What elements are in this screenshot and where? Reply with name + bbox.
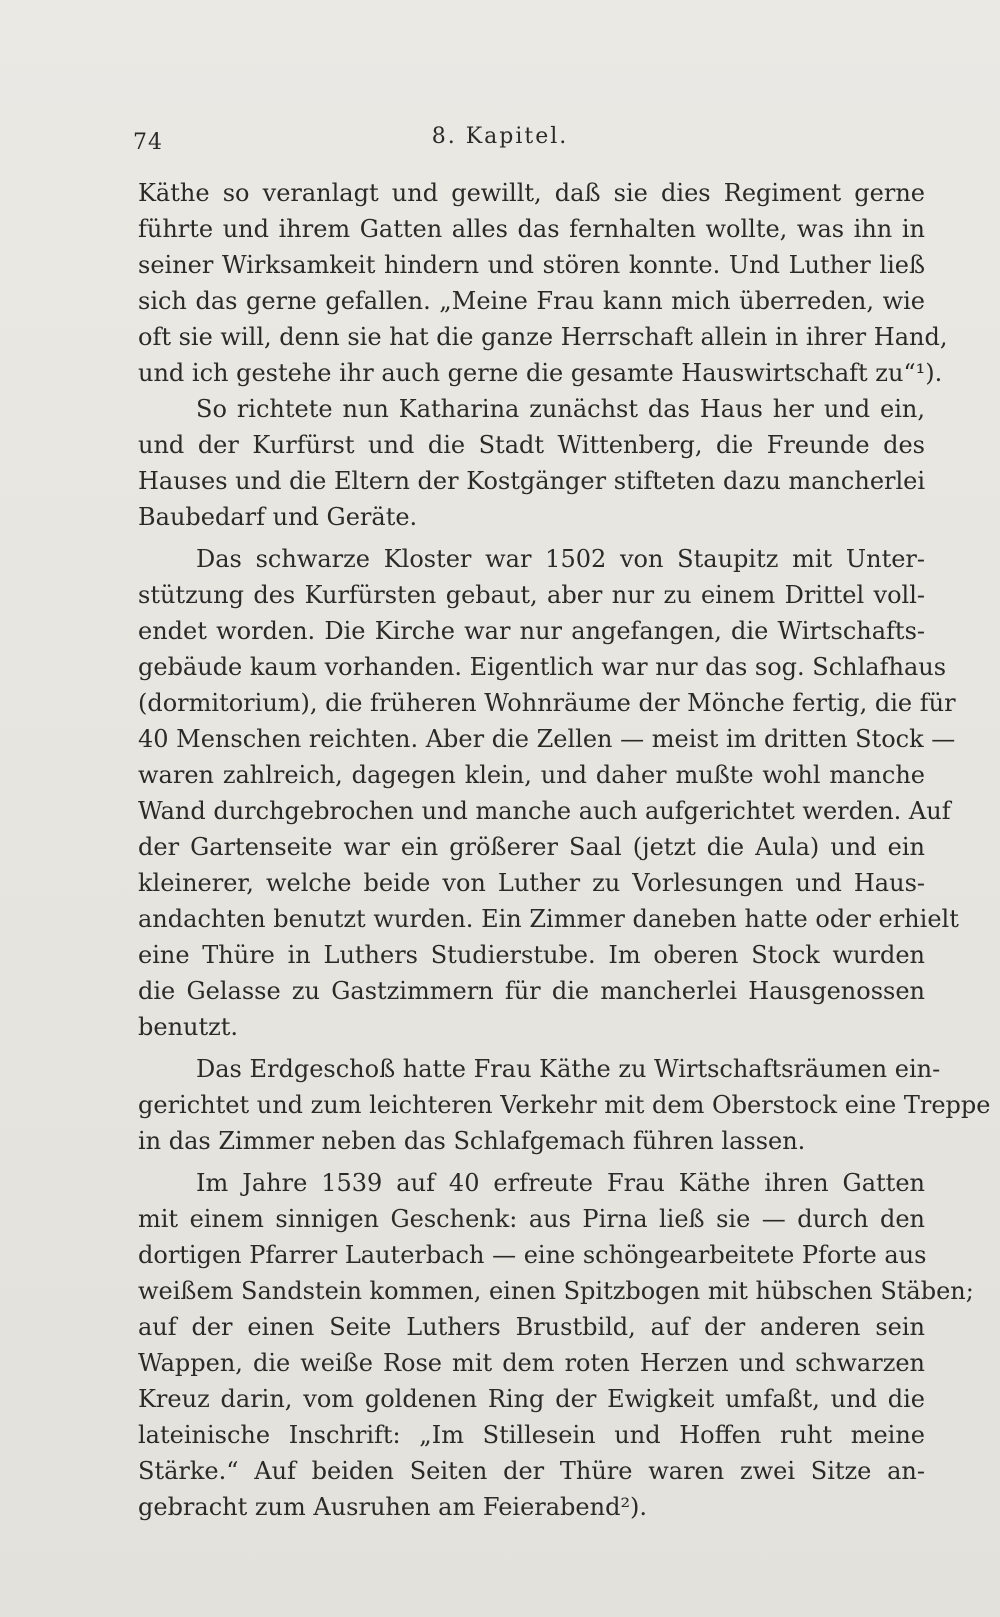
text-line: andachten benutzt wurden. Ein Zimmer daneben hatte oder erhielt [138,905,959,933]
text-line: (dormitorium), die früheren Wohnräume der Mönche fertig, die für [138,689,956,717]
text-line: gebracht zum Ausruhen am Feierabend²). [138,1493,648,1521]
paragraph-start-line: So richtete nun Katharina zunächst das Haus her und ein, [196,395,925,423]
text-line: endet worden. Die Kirche war nur angefangen, die Wirtschafts- [138,617,925,645]
text-line: Baubedarf und Geräte. [138,503,418,531]
text-line: mit einem sinnigen Geschenk: aus Pirna ließ sie — durch den [138,1205,925,1233]
text-line: Hauses und die Eltern der Kostgänger stifteten dazu mancherlei [138,467,926,495]
running-head: 8. Kapitel. [431,124,569,149]
text-line: und ich gestehe ihr auch gerne die gesamte Hauswirtschaft zu“¹). [138,359,943,387]
text-line: führte und ihrem Gatten alles das fernhalten wollte, was ihn in [138,215,925,243]
page-number: 74 [133,130,163,155]
text-line: weißem Sandstein kommen, einen Spitzbogen mit hübschen Stäben; [138,1277,974,1305]
text-line: die Gelasse zu Gastzimmern für die mancherlei Hausgenossen [138,977,925,1005]
text-line: auf der einen Seite Luthers Brustbild, auf der anderen sein [138,1313,925,1341]
paragraph-start-line: Das Erdgeschoß hatte Frau Käthe zu Wirtschaftsräumen ein- [196,1055,941,1083]
text-line: Stärke.“ Auf beiden Seiten der Thüre waren zwei Sitze an- [138,1457,925,1485]
text-line: gerichtet und zum leichteren Verkehr mit dem Oberstock eine Treppe [138,1091,991,1119]
text-line: stützung des Kurfürsten gebaut, aber nur zu einem Drittel voll- [138,581,925,609]
text-line: gebäude kaum vorhanden. Eigentlich war nur das sog. Schlafhaus [138,653,947,681]
text-line: lateinische Inschrift: „Im Stillesein und Hoffen ruht meine [138,1421,925,1449]
text-line: Wappen, die weiße Rose mit dem roten Herzen und schwarzen [138,1349,925,1377]
paragraph-start-line: Das schwarze Kloster war 1502 von Staupitz mit Unter- [196,545,925,573]
text-line: kleinerer, welche beide von Luther zu Vorlesungen und Haus- [138,869,925,897]
paragraph-start-line: Im Jahre 1539 auf 40 erfreute Frau Käthe ihren Gatten [196,1169,925,1197]
text-line: seiner Wirksamkeit hindern und stören konnte. Und Luther ließ [138,251,925,279]
text-line: waren zahlreich, dagegen klein, und daher mußte wohl manche [138,761,925,789]
text-line: 40 Menschen reichten. Aber die Zellen — meist im dritten Stock — [138,725,956,753]
text-line: Wand durchgebrochen und manche auch aufgerichtet werden. Auf [138,797,951,825]
body-text [138,175,991,1525]
text-line: Kreuz darin, vom goldenen Ring der Ewigkeit umfaßt, und die [138,1385,925,1413]
text-line: dortigen Pfarrer Lauterbach — eine schöngearbeitete Pforte aus [138,1241,927,1269]
text-line: sich das gerne gefallen. „Meine Frau kann mich überreden, wie [138,287,925,315]
text-line: und der Kurfürst und die Stadt Wittenberg, die Freunde des [138,431,925,459]
text-line: oft sie will, denn sie hat die ganze Herrschaft allein in ihrer Hand, [138,323,948,351]
text-line: benutzt. [138,1013,239,1041]
text-line: in das Zimmer neben das Schlafgemach führen lassen. [138,1127,806,1155]
text-line: eine Thüre in Luthers Studierstube. Im oberen Stock wurden [138,941,925,969]
text-line: der Gartenseite war ein größerer Saal (jetzt die Aula) und ein [138,833,925,861]
text-line: Käthe so veranlagt und gewillt, daß sie dies Regiment gerne [138,179,925,207]
